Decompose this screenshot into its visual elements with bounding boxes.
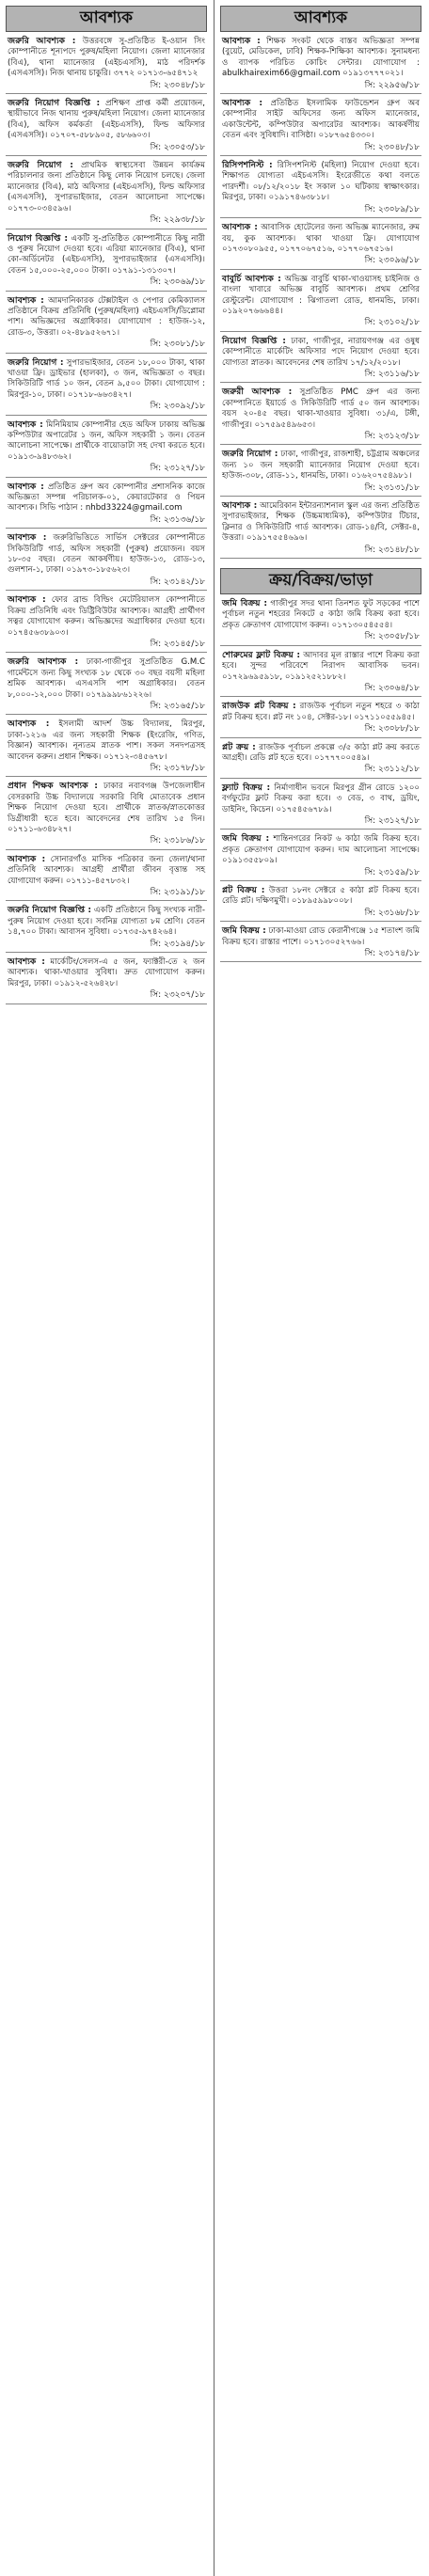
sale-ad-list (220, 594, 421, 962)
classified-ad (220, 594, 421, 646)
ad-heading: আবশ্যক : (8, 853, 46, 864)
ad-body: শান্তিনগরের নিকট ৬ কাঠা জমি বিক্রয় হবে। প্রকৃত ক্রেতাগণ যোগাযোগ করুন। দাম আলোচনা সাপেক্ষে। ০১৯১৩৫৫৮০৯। (222, 834, 421, 866)
classified-ad (6, 529, 207, 591)
ad-code: সি: ২৩০৪৮/১৮ (150, 80, 205, 90)
classified-ad (220, 646, 421, 698)
left-ad-list (6, 32, 207, 1004)
classified-ad (220, 332, 421, 384)
ad-code: সি: ২৩১৩৬/১৮ (150, 514, 205, 525)
sale-section (220, 568, 421, 962)
ad-body: ফোর ব্রান্ড বিল্ডিং মেটেরিয়ালস কোম্পানীতে বিক্রয় প্রতিনিধি এবং ডিষ্ট্রিবিউটর আবশ্যক। আগ্রহী প্রার্থীগণ সত্বর যোগাযোগ করুন। অভিজ্ঞদের অগ্রাধিকার দেওয়া হবে। ০১৭৪৫৬৩৮৯০৩। (8, 595, 205, 638)
ad-heading: আবশ্যক : (8, 481, 44, 492)
ad-body: আবাসিক হোটেলের জন্য অভিজ্ঞ ম্যানেজার, রুম বয়, কুক আবশ্যক। থাকা খাওয়া ফ্রি। যোগাযোগ ০১৭৩০৮০৯৫৫, ০১৭৭০৬৭৫১৬, ০১৭৭০৬৭৫১৬। (222, 223, 421, 254)
classified-ad (6, 292, 207, 354)
classified-ad (6, 777, 207, 849)
right-ad-list (220, 32, 421, 559)
ad-body: সোনারগাঁও মাসিক পত্রিকার জন্য জেলা/থানা প্রতিনিধি আবশ্যক। আগ্রহী প্রার্থীরা জীবন বৃত্তান্ত সহ যোগাযোগ করুন। ০১৭১১-৪৫৭৮৩২। (8, 854, 205, 886)
ad-body: নির্মাণাধীন ভবনে মিরপুর গ্রীন রোডে ১২০০ বর্গফুটের ফ্লাট বিক্রয় করা হবে। ৩ বেড, ৩ বাথ, ড্রয়িং, ডাইনিং, কিচেন। ০১৭৫৪৫৬৭৮৯। (222, 782, 420, 814)
ad-heading: আবশ্যক : (8, 594, 46, 606)
classified-ad (220, 697, 421, 737)
ad-code: সি: ২৩১৯৪/১৮ (150, 939, 205, 949)
ad-body: ঢাকা, গাজীপুর, রাজশাহী, চট্টগ্রাম অঞ্চলের জন্য ১০ জন সহকারী ম্যানেজার নিয়োগ দেওয়া হবে। হাউজ-৩০৮, রোড-১১, ধানমন্ডি, ঢাকা। ০১৬২০৭৫৪৯৮১। (222, 450, 420, 482)
ad-body: রাজউক পূর্বাচল নতুন শহরে ৩ কাঠা প্লট বিক্রয় হবে। প্লট নং ১০৪, সেক্টর-১৮। ০১৭১১০৫৫৯৪৫। (222, 702, 420, 722)
classified-ad (6, 715, 207, 777)
ad-heading: নিয়োগ বিজ্ঞপ্তি : (222, 335, 286, 346)
ad-code: সি: ২৩০৪৮/১৮ (364, 142, 420, 152)
ad-code: সি: ২৩০৮৯/১৮ (364, 204, 420, 214)
ad-body: প্রতিষ্ঠিত ইসলামিক ফাউন্ডেশন গ্রুপ অব কোম্পানীর সাইট অফিসের জন্য অফিস ম্যানেজার, একাউন্টেন্ট, কম্পিউটার অপারেটর আবশ্যক। আকর্ষণীয় বেতন এবং সুবিধাদি। বাসিষ্ঠা। ০১৮৭৬৫৪৩৩০। (222, 99, 421, 141)
ad-heading: প্লট ক্রয় : (222, 741, 256, 752)
ad-heading: জমি বিক্রয় : (222, 925, 266, 937)
ad-code: সি: ২৩১০২/১৮ (364, 318, 420, 328)
section-header-right: আবশ্যক (220, 6, 421, 32)
ad-body: মিনিমিয়াম কোম্পানীর হেড অফিস ঢাকায় অভিজ্ঞ কম্পিউটার অপারেটর ১ জন, অফিস সহকারী ১ জন। বেতন আলোচনা সাপেক্ষে। প্রার্থীকে বায়োডাটা সহ দেখা করতে হবে। ০১৯১৩-৯৪৮৩৬২। (8, 419, 205, 462)
classified-ad (220, 156, 421, 218)
ad-body: ঢাকা-গাজীপুর সুপ্রতিষ্ঠিত G.M.C গার্মেন্টসে জন্য কিছু সংখ্যক ১৮ থেকে ৩০ বছর বয়সী মহিলা শ্রমিক আবশ্যক। এসএসসি পাশ অগ্রাধিকার। বেতন ৮,০০০-১২,০০০ টাকা। ০১৭৯৯৯৮৬১২২৬। (8, 657, 206, 700)
ad-body: একটি প্রতিষ্ঠানে কিছু সংখ্যক নারী-পুরুষ নিয়োগ দেওয়া হবে। সর্বনিম্ন যোগ্যতা ৮ম শ্রেণি। বেতন ১৪,৭০০ টাকা। আবাসন সুবিধা। ০১৭৩৫-৯৭৪২৬৪। (8, 906, 206, 938)
classified-ad (6, 478, 207, 529)
ad-body: জরুরিভিত্তিতে সার্ভিস সেক্টরের কোম্পানীতে সিকিউরিটি গার্ড, অফিস সহকারী (পুরুষ) প্রয়োজন। বয়স ১৮-৩৫ বছর। বেতন আকর্ষণীয়। হাউজ-১৩, রোড-১৩, গুলশান-১, ঢাকা। ০১৯৭৩-১৮৫৬২৩। (8, 533, 205, 576)
ad-heading: জমি বিক্রয় : (222, 833, 270, 845)
ad-code: সি: ২৩০৯৬/১৮ (364, 256, 420, 266)
classified-ad (220, 218, 421, 270)
ad-code: সি: ২৩১২৭/১৮ (364, 815, 420, 826)
ad-code: সি: ২৩১৯১/১৮ (150, 888, 205, 898)
classified-ad (6, 653, 207, 715)
ad-body: গাজীপুর সদর থানা তিনশত ফুট সড়কের পাশে পূর্বাচল নতুন শহরের নিকটে ৫ কাঠা জমি বিক্রয় করা হবে। প্রকৃত ক্রেতাগণ যোগাযোগ করুন। ০১৭১৩০৫৪৫৫৪। (222, 599, 420, 630)
ad-body: ঢাকার নবাবগঞ্জ উপজেলাধীন বেসরকারি উচ্চ বিদ্যালয়ে সরকারি বিধি মোতাবেক প্রধান শিক্ষক নিয়োগ দেওয়া হবে। প্রার্থীকে স্নাতক/স্নাতকোত্তর ডিগ্রীধারী হতে হবে। আবেদনের শেষ তারিখ ১৫ দিন। ০১৭১১-৬৩৪৮২৭। (8, 782, 205, 834)
classified-ad (6, 953, 207, 1004)
ad-code: সি: ২৩০৬৪/১৮ (364, 683, 420, 693)
ad-body: আমেরিকান ইন্টারন্যাশনাল স্কুল এর জন্য প্রতিষ্ঠিত সুপারভাইজার, শিক্ষক (উচ্চমাধ্যমিক), কম্পিউটার টিচার, ক্লিনার ও সিকিউরিটি গার্ড আবশ্যক। রোড-১৪/বি, সেক্টর-৪, উত্তরা। ০১৯১৭৫৫৪৬৯৬। (222, 501, 420, 544)
ad-body: সুপারভাইজার, বেতন ১৮,০০০ টাকা, থাকা খাওয়া ফ্রি। ড্রাইভার (হালকা), ৩ জন, অভিজ্ঞতা ৩ বছর। সিকিউরিটি গার্ড ১০ জন, বেতন ৯,৫০০ টাকা। যোগাযোগ : মিরপুর-১০, ঢাকা। ০১৭১৮-৬৬৩৪২৭। (8, 357, 205, 400)
ad-heading: আবশ্যক : (8, 294, 44, 306)
ad-code: সি: ২৩১১২/১৮ (364, 765, 420, 775)
ad-code: সি: ২২৯৫৬/১৮ (364, 80, 420, 90)
classified-ad (220, 445, 421, 497)
ad-heading: জরুরী আবশ্যক : (222, 387, 293, 398)
classified-ad (220, 32, 421, 94)
ad-body: উত্তরবঙ্গে সু-প্রতিষ্ঠিত ই-ওয়ান সিং কোম্পানীতে শূন্যপদে পুরুষ/মহিলা নিয়োগ। জেলা ম্যানেজার (বিএ), থানা ম্যানেজার (এইচএসসি), মাঠ পরিদর্শক (এসএসসি)। নিজ থানায় চাকুরি। ৩৭৭২ ০১৭১৩-৬৫৪৭১২ (8, 37, 205, 79)
ad-code: সি: ২৩০৫৩/১৮ (150, 142, 205, 152)
ad-code: সি: ২৩১৪৮/১৮ (364, 545, 420, 555)
ad-code: সি: ২৩১৪৫/১৮ (150, 639, 205, 649)
classified-ad (220, 270, 421, 332)
ad-body: মার্কেটিং/সেলস-এ ৫ জন, ফ্যাক্টরী-তে ২ জন আবশ্যক। থাকা-খাওয়ার সুবিধা। দ্রুত যোগাযোগ করুন। মিরপুর, ঢাকা। ০১৯১২-৫২৬৪২৮। (8, 957, 205, 988)
ad-code: সি: ২২৯৩৮/১৮ (150, 215, 205, 226)
ad-code: সি: ২৩১৬৮/১৮ (364, 908, 420, 918)
ad-heading: আবশ্যক : (222, 222, 258, 233)
ad-code: সি: ২৩১৬৫/১৮ (150, 701, 205, 711)
ad-heading: আবশ্যক : (222, 500, 258, 512)
ad-code: সি: ২৩০৬৯/১৮ (150, 277, 205, 288)
ad-body: একটি সু-প্রতিষ্ঠিত কোম্পানীতে কিছু নারী ও পুরুষ নিয়োগ দেওয়া হবে। এরিয়া ম্যানেজার (বিএ), থানা কো-অর্ডিনেটর (এইচএসসি), সুপারভাইজার (এসএসসি)। বেতন ১৫,০০০-২৫,০০০ টাকা। ০১৭৯১-১৩১৩০৭। (8, 233, 205, 276)
section-header-left: আবশ্যক (6, 6, 207, 32)
ad-body: সুপ্রতিষ্ঠিত PMC গ্রুপ এর জন্য কোম্পানিতে ইয়ার্ডে ও সিকিউরিটি গার্ড ৫০ জন আবশ্যক। বয়স ২০-৪৫ বছর। থাকা-খাওয়ার সুবিধা। ৩১/এ, টঙ্গী, গাজীপুর। ০১৭৫৯৫৪৯৬৫৩। (222, 387, 421, 430)
ad-code: সি: ২৩১৮৬/১৮ (150, 836, 205, 846)
classified-ad (220, 922, 421, 962)
ad-code: সি: ২৩০৫৮/১৮ (364, 632, 420, 642)
ad-body: শিক্ষক সংকট থেকে বাস্তব অভিজ্ঞতা সম্পন্ন (বুয়েট, মেডিকেল, ঢাবি) শিক্ষক-শিক্ষিকা আবশ্যক। সুনামধন্য ও ব্যাপক পরিচিত কোচিং সেন্টার। যোগাযোগ : abulkhairexim66@gmail.com ০১৯১৩৭৭৭০২১। (222, 37, 421, 79)
classified-ad (6, 850, 207, 902)
classified-ad (6, 901, 207, 953)
ad-code: সি: ২৩১২৭/১৮ (150, 464, 205, 474)
ad-body: প্রশিক্ষণ প্রাপ্ত কর্মী প্রয়োজন, স্থায়ীভাবে নিজ থানায় পুরুষ/মহিলা নিয়োগ। জেলা ম্যানেজার (বিএ), অফিস কর্মকর্তা (এইচএসসি), ফিল্ড অফিসার (এসএসসি)। ০১৭০৭-৫৮৮৯০৫, ৫৮৬৬০৩। (8, 99, 205, 141)
classified-ad (220, 779, 421, 830)
ad-heading: রাজউক প্লট বিক্রয় : (222, 701, 296, 712)
ad-heading: জরুরি আবশ্যক : (8, 656, 79, 668)
ad-heading: জরুরি আবশ্যক : (8, 36, 76, 46)
ad-heading: আবশ্যক : (8, 719, 50, 730)
ad-heading: নিয়োগ বিজ্ঞপ্তি : (8, 232, 69, 244)
ad-heading: প্রধান শিক্ষক আবশ্যক : (8, 781, 98, 792)
ad-heading: ফ্ল্যাট বিক্রয় : (222, 782, 271, 793)
ad-code: সি: ২৩১১৬/১৮ (364, 369, 420, 379)
ad-body: আমদানিকারক টেক্সটাইল ও পেপার কেমিক্যালস প্রতিষ্ঠানে বিক্রয় প্রতিনিধি (পুরুষ/মহিলা) এইচএসসি/ডিপ্লোমা পাশ। অভিজ্ঞদের অগ্রাধিকার। যোগাযোগ : হাউজ-১২, রোড-৩, উত্তরা। ০২-৪৮৯৫২৬৭১। (8, 295, 206, 338)
ad-body: অভিজ্ঞ বাবুর্চি থাকা-খাওয়াসহ চাইনিজ ও বাংলা খাবারে অভিজ্ঞ বাবুর্চি আবশ্যক। প্রথম শ্রেণির রেস্টুরেন্ট। যোগাযোগ : ঝিগাতলা রোড, ধানমন্ডি, ঢাকা। ০১৯২০৭৬৬৬৪৪। (222, 274, 420, 316)
ad-heading: জরুরি নিয়োগ : (8, 356, 64, 368)
classified-ad (6, 591, 207, 653)
ad-heading: রিসিপশনিস্ট : (222, 160, 273, 171)
ad-code: সি: ২৩১৫৯/১৮ (364, 867, 420, 877)
classified-ad (6, 354, 207, 416)
ad-heading: শোরুমের ফ্লাট বিক্রয় : (222, 649, 301, 660)
ad-heading: জরুরি নিয়োগ বিজ্ঞপ্তি : (8, 905, 92, 916)
ad-code: সি: ২৩১৩১/১৮ (364, 482, 420, 493)
classified-ad (220, 94, 421, 156)
ad-heading: জরুরি নিয়োগ : (222, 449, 278, 460)
ad-body: প্রতিষ্ঠিত গ্রুপ অব কোম্পানীর প্রশাসনিক কাজে অভিজ্ঞতা সম্পন্ন পরিচালক-০১, কেয়ারটেকার ও পিয়ন আবশ্যক। সিভি পাঠান : nhbd33224@gmail.com (8, 482, 205, 514)
ad-body: রিসিপশনিস্ট (মহিলা) নিয়োগ দেওয়া হবে। শিক্ষাগত যোগ্যতা এইচএসসি। ইংরেজীতে কথা বলতে পারদর্শী। ০৮/১২/২০১৮ ইং সকাল ১০ ঘটিকায় স্বাক্ষাৎকার। মিরপুর, ঢাকা। ০১৯১৭৪৬৩৮১৮। (222, 161, 420, 203)
ad-heading: আবশ্যক : (222, 36, 261, 46)
classified-ad (220, 881, 421, 922)
classified-ad (6, 416, 207, 478)
classified-ad (6, 32, 207, 94)
ad-code: সি: ২৩১২৩/১৮ (364, 432, 420, 441)
ad-code: সি: ২৩১৪২/১৮ (150, 577, 205, 587)
ad-heading: জমি বিক্রয় : (222, 598, 268, 609)
ad-body: উত্তরা ১৮নং সেক্টরে ৫ কাঠা প্লট বিক্রয় হবে। রেডি প্লট। দক্ষিণমুখী। ০১৮৯৫৯৯৮০০৮। (222, 886, 421, 907)
ad-heading: জরুরি নিয়োগ বিজ্ঞপ্তি : (8, 98, 101, 109)
classified-ad (6, 94, 207, 156)
ad-heading: আবশ্যক : (8, 956, 45, 968)
right-column (220, 6, 421, 962)
ad-heading: আবশ্যক : (8, 532, 47, 544)
classified-ad (6, 156, 207, 229)
ad-body: ইসলামী আদর্শ উচ্চ বিদ্যালয়, মিরপুর, ঢাকা-১২১৬ এর জন্য সহকারী শিক্ষক (ইংরেজি, গণিত, বিজ্ঞান) আবশ্যক। নূন্যতম স্নাতক পাশ। সকল সনদপত্রসহ আবেদন করুন। প্রধান শিক্ষক। ০১৭১২-৩৪৫৬৭৮। (8, 719, 205, 762)
ad-body: প্রাথমিক স্বাস্থ্যসেবা উন্নয়ন কার্যক্রম পরিচালনার জন্য প্রতিষ্ঠানে কিছু লোক নিয়োগ চলছে। জেলা ম্যানেজার (বিএ), মাঠ অফিসার (এইচএসসি), ফিল্ড অফিসার (এসএসসি), সুপারভাইজার, বেতন আলোচনা সাপেক্ষে। ০১৭৭৩-০৩৪৫৯৬। (8, 161, 205, 213)
ad-body: রাজউক পূর্বাচল প্রকল্পে ৩/৫ কাঠা প্লট ক্রয় করতে আগ্রহী। রেডি প্লট হতে হবে। ০১৭৭৭০০৫৪৯। (222, 742, 420, 763)
ad-code: সি: ২৩১৭৪/১৮ (364, 949, 420, 959)
classified-ad (6, 229, 207, 292)
classified-ad (220, 383, 421, 445)
classified-ad (220, 830, 421, 881)
classified-ad (220, 497, 421, 559)
ad-heading: আবশ্যক : (8, 419, 43, 430)
ad-body: ঢাকা-মাওয়া রোড কেরানীগঞ্জে ১৫ শতাংশ জমি বিক্রয় হবে। রাস্তার পাশে। ০১৭১৩০৫২৭৬৬। (222, 926, 420, 947)
classified-ad (220, 738, 421, 779)
ad-body: আদাবর মূল রাস্তার পাশে বিক্রয় করা হবে। সুন্দর পরিবেশে নিরাপদ আবাসিক ভবন। ০১৭২৯৬৯৫৯১৮, ০১৯১২৫২১৮৮২। (222, 650, 420, 682)
ad-code: সি: ২৩১৭৮/১৮ (150, 763, 205, 773)
left-column (6, 6, 207, 1004)
ad-code: সি: ২৩২০৭/১৮ (150, 990, 205, 1001)
ad-code: সি: ২৩০৯২/১৮ (150, 402, 205, 412)
ad-heading: বাবুর্চি আবশ্যক : (222, 273, 281, 284)
ad-heading: জরুরি নিয়োগ : (8, 160, 73, 171)
ad-heading: প্লট বিক্রয় : (222, 885, 265, 895)
ad-heading: আবশ্যক : (222, 98, 263, 109)
ad-code: সি: ২৩০৮৮/১৮ (364, 724, 420, 735)
ad-body: ঢাকা, গাজীপুর, নারায়ণগঞ্জ এর ওষুধ কোম্পানীতে মার্কেটিং অফিসার পদে নিয়োগ দেওয়া হবে। যোগ্যতা স্নাতক। আবেদনের শেষ তারিখ ১৭/১২/২০১৮। (222, 336, 420, 368)
section-header-sale: ক্রয়/বিক্রয়/ভাড়া (220, 568, 421, 594)
ad-code: সি: ২৩০৮১/১৮ (150, 340, 205, 350)
